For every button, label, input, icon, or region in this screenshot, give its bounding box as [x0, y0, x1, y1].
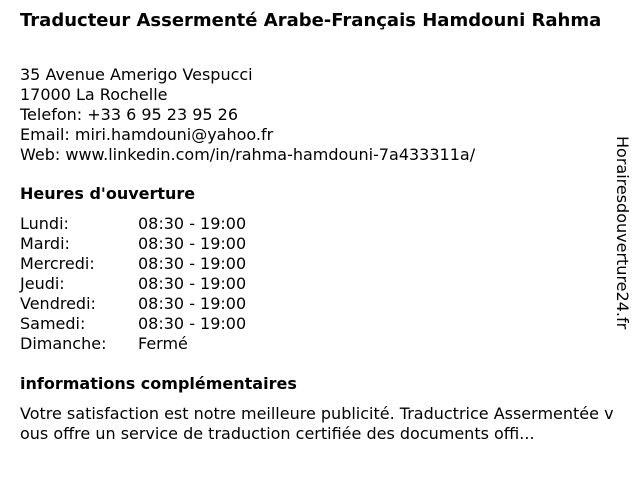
hours-row-friday: [20, 294, 246, 314]
hours-time: 08:30 - 19:00: [138, 254, 247, 273]
hours-row-sunday: [20, 334, 246, 354]
info-heading: informations complémentaires: [20, 374, 297, 393]
city-address: 17000 La Rochelle: [20, 85, 168, 104]
hours-row-thursday: [20, 274, 246, 294]
hours-day: Lundi:: [20, 214, 69, 233]
hours-time: 08:30 - 19:00: [138, 214, 247, 233]
hours-day: Jeudi:: [20, 274, 65, 293]
hours-heading: Heures d'ouverture: [20, 184, 196, 203]
hours-day: Mercredi:: [20, 254, 95, 273]
hours-row-wednesday: [20, 254, 246, 274]
hours-day: Dimanche:: [20, 334, 107, 353]
hours-row-saturday: [20, 314, 246, 334]
hours-time: 08:30 - 19:00: [138, 234, 247, 253]
hours-day: Mardi:: [20, 234, 70, 253]
hours-table: [20, 214, 246, 354]
phone-number: Telefon: +33 6 95 23 95 26: [20, 105, 239, 124]
website-url: Web: www.linkedin.com/in/rahma-hamdouni-7a433311a/: [20, 145, 476, 164]
hours-time: 08:30 - 19:00: [138, 314, 247, 333]
hours-time: 08:30 - 19:00: [138, 294, 247, 313]
hours-time: Fermé: [138, 334, 188, 353]
hours-time: 08:30 - 19:00: [138, 274, 247, 293]
business-title: Traducteur Assermenté Arabe-Français Hamdouni Rahma: [20, 10, 602, 31]
street-address: 35 Avenue Amerigo Vespucci: [20, 65, 253, 84]
hours-day: Samedi:: [20, 314, 86, 333]
info-description: Votre satisfaction est notre meilleure publicité. Traductrice Assermentée vous offre un service de traduction certifiée des documents offi...: [20, 404, 614, 443]
hours-row-monday: [20, 214, 246, 234]
hours-day: Vendredi:: [20, 294, 96, 313]
address-block: [20, 65, 475, 165]
site-watermark: Horairesdouverture24.fr: [613, 136, 632, 330]
hours-row-tuesday: [20, 234, 246, 254]
email-address: Email: miri.hamdouni@yahoo.fr: [20, 125, 274, 144]
